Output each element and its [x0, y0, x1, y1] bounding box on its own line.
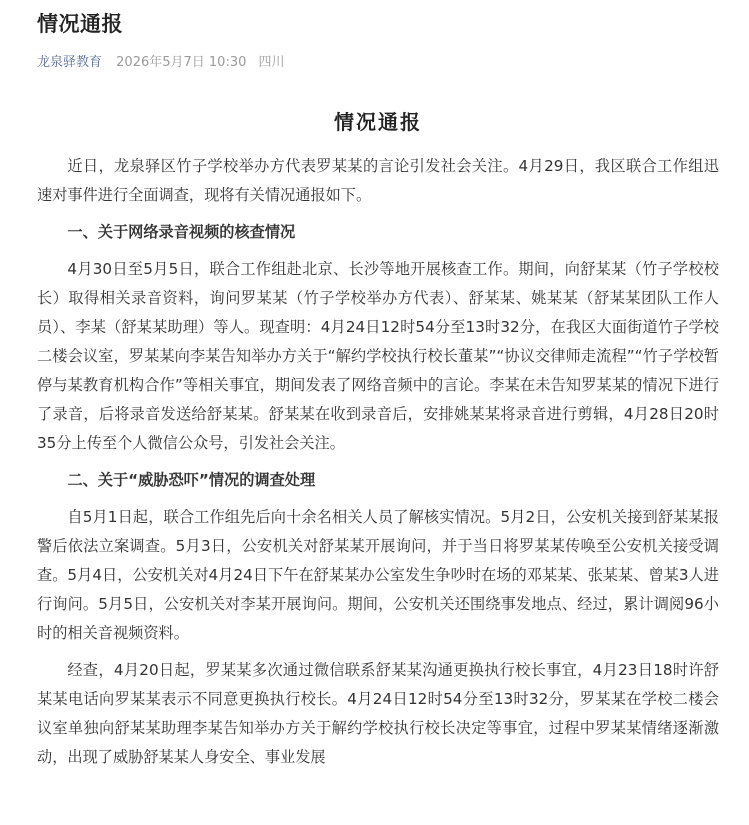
article-title: 情况通报: [37, 12, 123, 36]
article-meta: [37, 54, 719, 72]
source-account-link[interactable]: 龙泉驿教育: [37, 55, 103, 70]
section-heading-1: 一、关于网络录音视频的核查情况: [67, 223, 296, 241]
intro-paragraph: 近日，龙泉驿区竹子学校举办方代表罗某某的言论引发社会关注。4月29日，我区联合工作组迅速对事件进行全面调查，现将有关情况通报如下。: [37, 157, 719, 204]
section-2-paragraph-1: 自5月1日起，联合工作组先后向十余名相关人员了解核实情况。5月2日，公安机关接到舒某某报警后依法立案调查。5月3日，公安机关对舒某某开展询问，并于当日将罗某某传唤至公安机关接受调查。5月4日，公安机关对4月24日下午在舒某某办公室发生争吵时在场的邓某某、张某某、曾某3人进行询问。5月5日，公安机关对李某开展询问。期间，公安机关还围绕事发地点、经过，累计调阅96小时的相关音视频资料。: [37, 508, 719, 642]
publish-location: 四川: [258, 55, 285, 70]
section-1-paragraph-1: 4月30日至5月5日，联合工作组赴北京、长沙等地开展核查工作。期间，向舒某某（竹子学校校长）取得相关录音资料，询问罗某某（竹子学校举办方代表）、舒某某、姚某某（舒某某团队工作人员）、李某（舒某某助理）等人。现查明：4月24日12时54分至13时32分，在我区大面街道竹子学校二楼会议室，罗某某向李某告知举办方关于“解约学校执行校长董某”“协议交律师走流程”“竹子学校暂停与某教育机构合作”等相关事宜，期间发表了网络音频中的言论。李某在未告知罗某某的情况下进行了录音，后将录音发送给舒某某。舒某某在收到录音后，安排姚某某将录音进行剪辑，4月28日20时35分上传至个人微信公众号，引发社会关注。: [37, 260, 719, 452]
section-heading-2: 二、关于“威胁恐吓”情况的调查处理: [67, 471, 316, 489]
publish-date: 2026年5月7日 10:30: [116, 55, 247, 70]
section-2-paragraph-2: 经查，4月20日起，罗某某多次通过微信联系舒某某沟通更换执行校长事宜，4月23日18时许舒某某电话向罗某某表示不同意更换执行校长。4月24日12时54分至13时32分，罗某某在学校二楼会议室单独向舒某某助理李某告知举办方关于解约学校执行校长决定等事宜，过程中罗某某情绪逐渐激动，出现了威胁舒某某人身安全、事业发展: [37, 661, 719, 766]
document-title: 情况通报: [334, 110, 422, 134]
